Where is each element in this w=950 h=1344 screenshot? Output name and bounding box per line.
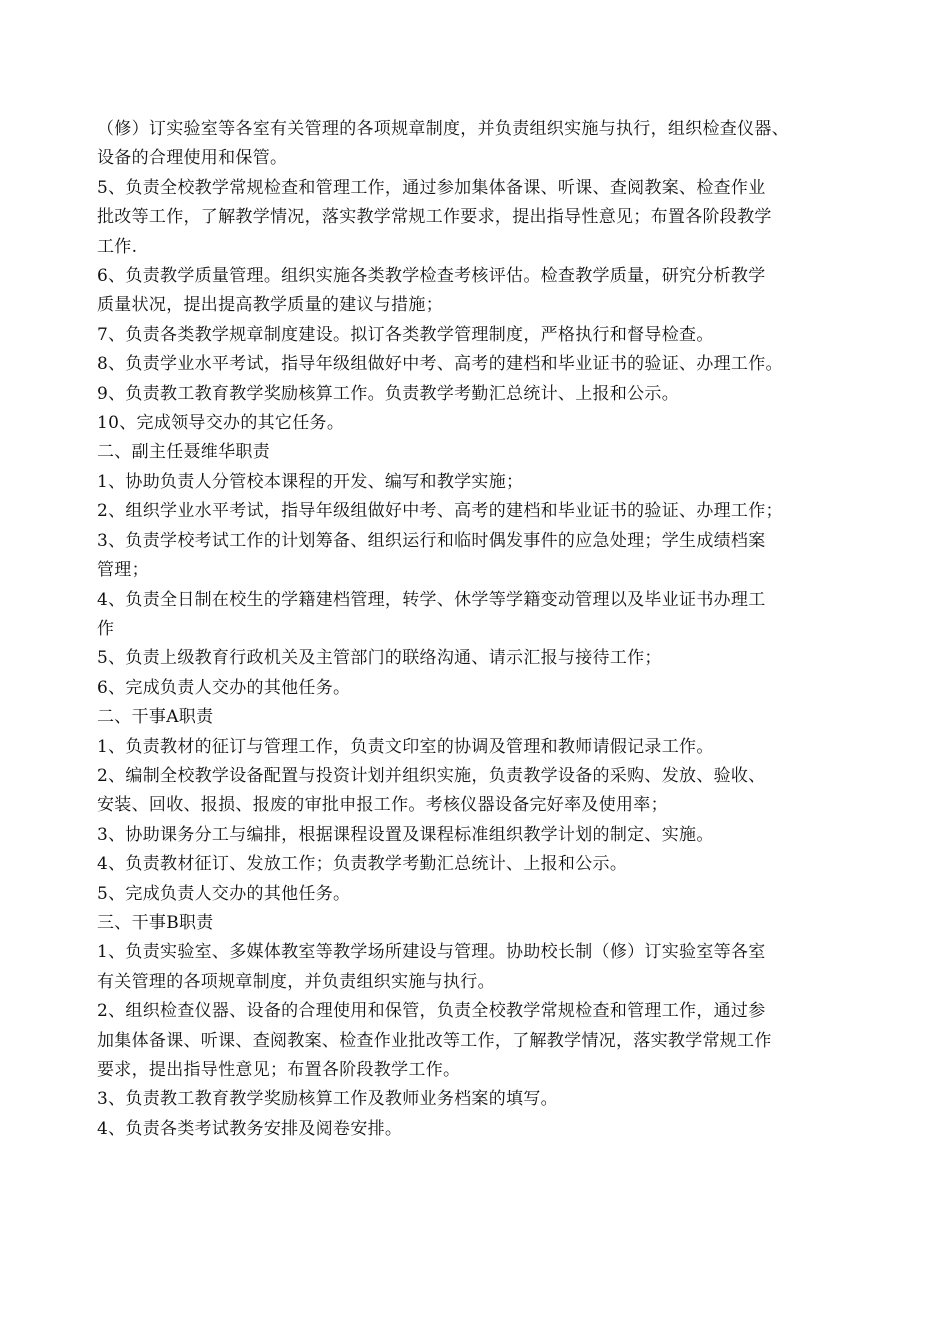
section-heading: 三、干事B职责 xyxy=(97,912,214,933)
text-line: 8、负责学业水平考试，指导年级组做好中考、高考的建档和毕业证书的验证、办理工作。 xyxy=(97,354,783,375)
text-line: 4、负责教材征订、发放工作；负责教学考勤汇总统计、上报和公示。 xyxy=(97,854,628,875)
text-line: 要求，提出指导性意见；布置各阶段教学工作。 xyxy=(97,1060,461,1080)
text-line: 10、完成领导交办的其它任务。 xyxy=(97,413,345,434)
text-line: 6、完成负责人交办的其他任务。 xyxy=(97,677,351,698)
text-line: 5、负责上级教育行政机关及主管部门的联络沟通、请示汇报与接待工作； xyxy=(97,648,662,669)
text-line: 2、编制全校教学设备配置与投资计划并组织实施，负责教学设备的采购、发放、验收、 xyxy=(97,765,766,786)
text-line: 6、负责教学质量管理。组织实施各类教学检查考核评估。检查教学质量，研究分析教学 xyxy=(97,266,766,287)
text-line: 安装、回收、报损、报废的审批申报工作。考核仪器设备完好率及使用率； xyxy=(97,795,668,816)
text-line: 加集体备课、听课、查阅教案、检查作业批改等工作，了解教学情况，落实教学常规工作 xyxy=(97,1030,772,1051)
text-line: 7、负责各类教学规章制度建设。拟订各类教学管理制度，严格执行和督导检查。 xyxy=(97,324,714,345)
text-line: 4、负责各类考试教务安排及阅卷安排。 xyxy=(97,1118,403,1139)
text-line: 工作. xyxy=(97,236,138,257)
text-line: 5、负责全校教学常规检查和管理工作，通过参加集体备课、听课、查阅教案、检查作业 xyxy=(97,177,766,198)
text-line: 管理； xyxy=(97,560,149,581)
text-line: 1、协助负责人分管校本课程的开发、编写和教学实施； xyxy=(97,471,524,492)
text-line: 2、组织学业水平考试，指导年级组做好中考、高考的建档和毕业证书的验证、办理工作； xyxy=(97,501,783,522)
text-line: 设备的合理使用和保管。 xyxy=(97,148,288,169)
text-line: 4、负责全日制在校生的学籍建档管理，转学、休学等学籍变动管理以及毕业证书办理工 xyxy=(97,589,766,610)
text-line: 1、负责实验室、多媒体教室等教学场所建设与管理。协助校长制（修）订实验室等各室 xyxy=(97,942,766,963)
text-line: 9、负责教工教育教学奖励核算工作。负责教学考勤汇总统计、上报和公示。 xyxy=(97,383,680,404)
text-line: 有关管理的各项规章制度，并负责组织实施与执行。 xyxy=(97,971,495,992)
text-line: （修）订实验室等各室有关管理的各项规章制度，并负责组织实施与执行，组织检查仪器、 xyxy=(97,119,789,139)
text-line: 3、负责教工教育教学奖励核算工作及教师业务档案的填写。 xyxy=(97,1089,558,1110)
text-line: 作 xyxy=(97,618,115,639)
text-line: 3、负责学校考试工作的计划筹备、组织运行和临时偶发事件的应急处理；学生成绩档案 xyxy=(97,530,766,551)
text-line: 1、负责教材的征订与管理工作，负责文印室的协调及管理和教师请假记录工作。 xyxy=(97,736,714,757)
text-line: 2、组织检查仪器、设备的合理使用和保管，负责全校教学常规检查和管理工作，通过参 xyxy=(97,1001,766,1022)
document-body xyxy=(97,115,887,1144)
text-line: 质量状况，提出提高教学质量的建议与措施； xyxy=(97,295,443,316)
section-heading: 二、干事A职责 xyxy=(97,707,214,728)
section-heading: 二、副主任聂维华职责 xyxy=(97,442,270,463)
text-line: 3、协助课务分工与编排，根据课程设置及课程标准组织教学计划的制定、实施。 xyxy=(97,824,714,845)
text-line: 5、完成负责人交办的其他任务。 xyxy=(97,883,351,904)
text-line: 批改等工作，了解教学情况，落实教学常规工作要求，提出指导性意见；布置各阶段教学 xyxy=(97,207,772,228)
